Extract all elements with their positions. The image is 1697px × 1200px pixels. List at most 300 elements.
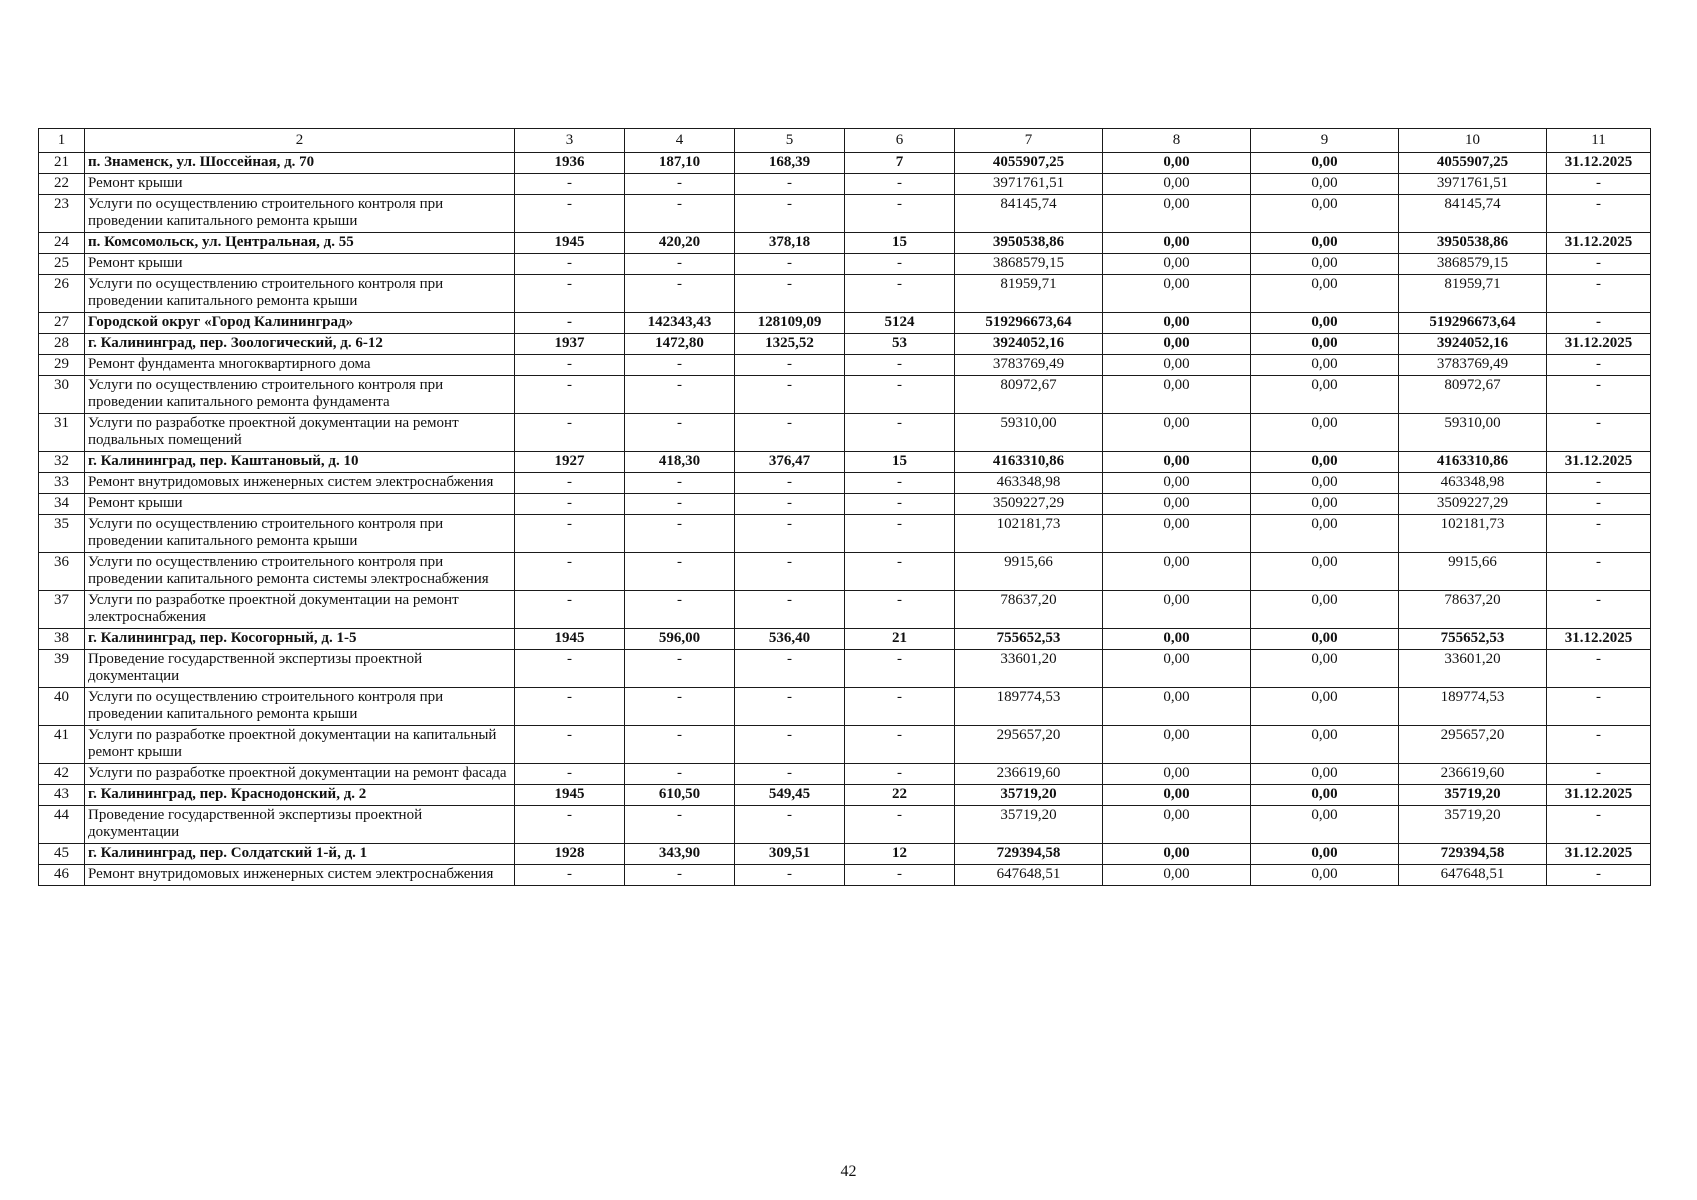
- header-cell: 7: [955, 129, 1103, 153]
- cost-col-9-cell: 0,00: [1251, 764, 1399, 785]
- total-cost-cell: 9915,66: [955, 553, 1103, 591]
- row-number-cell: 38: [39, 629, 85, 650]
- table-row: [39, 494, 1651, 515]
- living-area-cell: 549,45: [735, 785, 845, 806]
- residents-cell: 15: [845, 452, 955, 473]
- table-row: [39, 334, 1651, 355]
- row-number-cell: 25: [39, 254, 85, 275]
- completion-date-cell: -: [1547, 650, 1651, 688]
- cost-col-10-cell: 4163310,86: [1399, 452, 1547, 473]
- cost-col-8-cell: 0,00: [1103, 688, 1251, 726]
- cost-col-9-cell: 0,00: [1251, 313, 1399, 334]
- cost-col-8-cell: 0,00: [1103, 452, 1251, 473]
- living-area-cell: -: [735, 376, 845, 414]
- cost-col-10-cell: 35719,20: [1399, 785, 1547, 806]
- year-built-cell: -: [515, 494, 625, 515]
- year-built-cell: -: [515, 254, 625, 275]
- row-number-cell: 43: [39, 785, 85, 806]
- row-number-cell: 37: [39, 591, 85, 629]
- living-area-cell: -: [735, 355, 845, 376]
- item-name-cell: Услуги по разработке проектной документации на ремонт электроснабжения: [85, 591, 515, 629]
- total-cost-cell: 35719,20: [955, 806, 1103, 844]
- total-cost-cell: 3509227,29: [955, 494, 1103, 515]
- year-built-cell: 1928: [515, 844, 625, 865]
- item-name-cell: Услуги по разработке проектной документации на капитальный ремонт крыши: [85, 726, 515, 764]
- total-area-cell: -: [625, 376, 735, 414]
- row-number-cell: 26: [39, 275, 85, 313]
- total-area-cell: 596,00: [625, 629, 735, 650]
- total-area-cell: -: [625, 688, 735, 726]
- residents-cell: -: [845, 806, 955, 844]
- residents-cell: -: [845, 865, 955, 886]
- total-area-cell: 142343,43: [625, 313, 735, 334]
- completion-date-cell: -: [1547, 865, 1651, 886]
- year-built-cell: -: [515, 865, 625, 886]
- item-name-cell: Городской округ «Город Калининград»: [85, 313, 515, 334]
- cost-col-10-cell: 463348,98: [1399, 473, 1547, 494]
- cost-col-10-cell: 9915,66: [1399, 553, 1547, 591]
- total-cost-cell: 519296673,64: [955, 313, 1103, 334]
- cost-col-10-cell: 84145,74: [1399, 195, 1547, 233]
- living-area-cell: -: [735, 865, 845, 886]
- cost-col-10-cell: 102181,73: [1399, 515, 1547, 553]
- cost-col-9-cell: 0,00: [1251, 174, 1399, 195]
- cost-col-8-cell: 0,00: [1103, 376, 1251, 414]
- completion-date-cell: 31.12.2025: [1547, 452, 1651, 473]
- table-row: [39, 233, 1651, 254]
- total-area-cell: 418,30: [625, 452, 735, 473]
- row-number-cell: 27: [39, 313, 85, 334]
- year-built-cell: 1945: [515, 785, 625, 806]
- cost-col-10-cell: 33601,20: [1399, 650, 1547, 688]
- row-number-cell: 31: [39, 414, 85, 452]
- year-built-cell: -: [515, 688, 625, 726]
- completion-date-cell: -: [1547, 591, 1651, 629]
- residents-cell: -: [845, 275, 955, 313]
- residents-cell: 15: [845, 233, 955, 254]
- cost-col-8-cell: 0,00: [1103, 355, 1251, 376]
- residents-cell: -: [845, 355, 955, 376]
- completion-date-cell: -: [1547, 376, 1651, 414]
- table-row: [39, 806, 1651, 844]
- total-area-cell: 1472,80: [625, 334, 735, 355]
- year-built-cell: -: [515, 650, 625, 688]
- page-number: 42: [840, 1163, 857, 1180]
- cost-col-9-cell: 0,00: [1251, 414, 1399, 452]
- residents-cell: -: [845, 764, 955, 785]
- residents-cell: -: [845, 174, 955, 195]
- cost-col-10-cell: 755652,53: [1399, 629, 1547, 650]
- completion-date-cell: 31.12.2025: [1547, 785, 1651, 806]
- cost-col-8-cell: 0,00: [1103, 153, 1251, 174]
- table-row: [39, 726, 1651, 764]
- cost-col-10-cell: 519296673,64: [1399, 313, 1547, 334]
- cost-col-8-cell: 0,00: [1103, 233, 1251, 254]
- table-row: [39, 376, 1651, 414]
- item-name-cell: Услуги по осуществлению строительного контроля при проведении капитального ремонта крыши: [85, 515, 515, 553]
- residents-cell: 12: [845, 844, 955, 865]
- cost-col-10-cell: 647648,51: [1399, 865, 1547, 886]
- completion-date-cell: -: [1547, 174, 1651, 195]
- total-cost-cell: 3924052,16: [955, 334, 1103, 355]
- table-row: [39, 515, 1651, 553]
- living-area-cell: 128109,09: [735, 313, 845, 334]
- year-built-cell: 1936: [515, 153, 625, 174]
- item-name-cell: Услуги по разработке проектной документации на ремонт фасада: [85, 764, 515, 785]
- cost-col-10-cell: 295657,20: [1399, 726, 1547, 764]
- residents-cell: -: [845, 195, 955, 233]
- year-built-cell: 1945: [515, 629, 625, 650]
- total-area-cell: -: [625, 414, 735, 452]
- item-name-cell: Ремонт внутридомовых инженерных систем электроснабжения: [85, 865, 515, 886]
- cost-col-9-cell: 0,00: [1251, 844, 1399, 865]
- total-area-cell: 610,50: [625, 785, 735, 806]
- total-area-cell: -: [625, 650, 735, 688]
- table-row: [39, 473, 1651, 494]
- cost-col-8-cell: 0,00: [1103, 414, 1251, 452]
- completion-date-cell: -: [1547, 515, 1651, 553]
- total-cost-cell: 3950538,86: [955, 233, 1103, 254]
- header-cell: 10: [1399, 129, 1547, 153]
- cost-col-10-cell: 3950538,86: [1399, 233, 1547, 254]
- item-name-cell: Проведение государственной экспертизы проектной документации: [85, 650, 515, 688]
- total-area-cell: -: [625, 726, 735, 764]
- item-name-cell: г. Калининград, пер. Краснодонский, д. 2: [85, 785, 515, 806]
- total-cost-cell: 33601,20: [955, 650, 1103, 688]
- table-row: [39, 254, 1651, 275]
- row-number-cell: 40: [39, 688, 85, 726]
- row-number-cell: 45: [39, 844, 85, 865]
- total-area-cell: -: [625, 515, 735, 553]
- year-built-cell: -: [515, 591, 625, 629]
- table-row: [39, 414, 1651, 452]
- item-name-cell: г. Калининград, пер. Каштановый, д. 10: [85, 452, 515, 473]
- year-built-cell: -: [515, 515, 625, 553]
- total-area-cell: 343,90: [625, 844, 735, 865]
- table-row: [39, 452, 1651, 473]
- total-area-cell: -: [625, 254, 735, 275]
- completion-date-cell: -: [1547, 313, 1651, 334]
- living-area-cell: -: [735, 806, 845, 844]
- year-built-cell: -: [515, 174, 625, 195]
- completion-date-cell: -: [1547, 195, 1651, 233]
- item-name-cell: г. Калининград, пер. Солдатский 1-й, д. 1: [85, 844, 515, 865]
- table-row: [39, 313, 1651, 334]
- item-name-cell: п. Комсомольск, ул. Центральная, д. 55: [85, 233, 515, 254]
- row-number-cell: 39: [39, 650, 85, 688]
- living-area-cell: -: [735, 553, 845, 591]
- year-built-cell: -: [515, 764, 625, 785]
- cost-col-9-cell: 0,00: [1251, 726, 1399, 764]
- total-area-cell: -: [625, 174, 735, 195]
- cost-col-8-cell: 0,00: [1103, 254, 1251, 275]
- total-area-cell: 420,20: [625, 233, 735, 254]
- header-cell: 11: [1547, 129, 1651, 153]
- residents-cell: 5124: [845, 313, 955, 334]
- total-area-cell: -: [625, 473, 735, 494]
- total-area-cell: -: [625, 865, 735, 886]
- residents-cell: -: [845, 254, 955, 275]
- residents-cell: 53: [845, 334, 955, 355]
- total-area-cell: -: [625, 494, 735, 515]
- cost-col-9-cell: 0,00: [1251, 355, 1399, 376]
- residents-cell: -: [845, 650, 955, 688]
- total-area-cell: -: [625, 355, 735, 376]
- completion-date-cell: -: [1547, 726, 1651, 764]
- cost-col-9-cell: 0,00: [1251, 376, 1399, 414]
- row-number-cell: 28: [39, 334, 85, 355]
- total-cost-cell: 59310,00: [955, 414, 1103, 452]
- item-name-cell: Услуги по осуществлению строительного контроля при проведении капитального ремонта крыши: [85, 688, 515, 726]
- residents-cell: -: [845, 726, 955, 764]
- row-number-cell: 23: [39, 195, 85, 233]
- living-area-cell: 1325,52: [735, 334, 845, 355]
- row-number-cell: 34: [39, 494, 85, 515]
- cost-col-10-cell: 236619,60: [1399, 764, 1547, 785]
- living-area-cell: -: [735, 688, 845, 726]
- cost-col-8-cell: 0,00: [1103, 726, 1251, 764]
- year-built-cell: -: [515, 473, 625, 494]
- living-area-cell: -: [735, 650, 845, 688]
- living-area-cell: -: [735, 195, 845, 233]
- living-area-cell: 376,47: [735, 452, 845, 473]
- total-cost-cell: 102181,73: [955, 515, 1103, 553]
- document-sheet: [38, 128, 1650, 886]
- total-area-cell: -: [625, 195, 735, 233]
- total-cost-cell: 647648,51: [955, 865, 1103, 886]
- cost-col-9-cell: 0,00: [1251, 553, 1399, 591]
- total-cost-cell: 84145,74: [955, 195, 1103, 233]
- header-cell: 9: [1251, 129, 1399, 153]
- cost-col-9-cell: 0,00: [1251, 688, 1399, 726]
- cost-col-8-cell: 0,00: [1103, 764, 1251, 785]
- header-cell: 4: [625, 129, 735, 153]
- item-name-cell: Ремонт внутридомовых инженерных систем электроснабжения: [85, 473, 515, 494]
- item-name-cell: Ремонт крыши: [85, 254, 515, 275]
- living-area-cell: -: [735, 494, 845, 515]
- row-number-cell: 35: [39, 515, 85, 553]
- total-area-cell: -: [625, 591, 735, 629]
- residents-cell: -: [845, 688, 955, 726]
- item-name-cell: Услуги по осуществлению строительного контроля при проведении капитального ремонта крыши: [85, 195, 515, 233]
- cost-col-8-cell: 0,00: [1103, 313, 1251, 334]
- cost-col-8-cell: 0,00: [1103, 591, 1251, 629]
- table-row: [39, 785, 1651, 806]
- completion-date-cell: 31.12.2025: [1547, 629, 1651, 650]
- cost-col-10-cell: 189774,53: [1399, 688, 1547, 726]
- completion-date-cell: -: [1547, 764, 1651, 785]
- year-built-cell: -: [515, 195, 625, 233]
- living-area-cell: -: [735, 473, 845, 494]
- table-row: [39, 844, 1651, 865]
- table-row: [39, 195, 1651, 233]
- completion-date-cell: 31.12.2025: [1547, 153, 1651, 174]
- cost-col-10-cell: 3971761,51: [1399, 174, 1547, 195]
- cost-col-10-cell: 59310,00: [1399, 414, 1547, 452]
- cost-col-8-cell: 0,00: [1103, 865, 1251, 886]
- living-area-cell: -: [735, 174, 845, 195]
- year-built-cell: -: [515, 726, 625, 764]
- residents-cell: -: [845, 376, 955, 414]
- year-built-cell: -: [515, 355, 625, 376]
- table-row: [39, 650, 1651, 688]
- completion-date-cell: 31.12.2025: [1547, 233, 1651, 254]
- completion-date-cell: -: [1547, 355, 1651, 376]
- cost-col-9-cell: 0,00: [1251, 806, 1399, 844]
- item-name-cell: Услуги по осуществлению строительного контроля при проведении капитального ремонта системы электроснабжения: [85, 553, 515, 591]
- cost-col-9-cell: 0,00: [1251, 515, 1399, 553]
- total-cost-cell: 80972,67: [955, 376, 1103, 414]
- cost-col-10-cell: 3924052,16: [1399, 334, 1547, 355]
- living-area-cell: 536,40: [735, 629, 845, 650]
- total-cost-cell: 78637,20: [955, 591, 1103, 629]
- total-cost-cell: 3971761,51: [955, 174, 1103, 195]
- living-area-cell: -: [735, 764, 845, 785]
- residents-cell: 7: [845, 153, 955, 174]
- total-cost-cell: 4055907,25: [955, 153, 1103, 174]
- year-built-cell: -: [515, 553, 625, 591]
- cost-col-8-cell: 0,00: [1103, 334, 1251, 355]
- cost-col-9-cell: 0,00: [1251, 275, 1399, 313]
- total-cost-cell: 81959,71: [955, 275, 1103, 313]
- header-cell: 5: [735, 129, 845, 153]
- residents-cell: 21: [845, 629, 955, 650]
- cost-col-8-cell: 0,00: [1103, 650, 1251, 688]
- table-row: [39, 865, 1651, 886]
- row-number-cell: 46: [39, 865, 85, 886]
- cost-col-9-cell: 0,00: [1251, 254, 1399, 275]
- total-area-cell: -: [625, 764, 735, 785]
- cost-col-9-cell: 0,00: [1251, 494, 1399, 515]
- total-cost-cell: 463348,98: [955, 473, 1103, 494]
- cost-col-9-cell: 0,00: [1251, 452, 1399, 473]
- cost-col-10-cell: 729394,58: [1399, 844, 1547, 865]
- total-cost-cell: 295657,20: [955, 726, 1103, 764]
- row-number-cell: 44: [39, 806, 85, 844]
- cost-col-9-cell: 0,00: [1251, 334, 1399, 355]
- cost-col-8-cell: 0,00: [1103, 844, 1251, 865]
- cost-col-9-cell: 0,00: [1251, 233, 1399, 254]
- total-cost-cell: 3868579,15: [955, 254, 1103, 275]
- cost-col-8-cell: 0,00: [1103, 553, 1251, 591]
- residents-cell: -: [845, 494, 955, 515]
- total-cost-cell: 729394,58: [955, 844, 1103, 865]
- living-area-cell: 309,51: [735, 844, 845, 865]
- cost-col-9-cell: 0,00: [1251, 865, 1399, 886]
- living-area-cell: 378,18: [735, 233, 845, 254]
- residents-cell: -: [845, 591, 955, 629]
- cost-col-8-cell: 0,00: [1103, 195, 1251, 233]
- item-name-cell: Проведение государственной экспертизы проектной документации: [85, 806, 515, 844]
- year-built-cell: -: [515, 806, 625, 844]
- table-row: [39, 688, 1651, 726]
- cost-col-9-cell: 0,00: [1251, 785, 1399, 806]
- total-cost-cell: 236619,60: [955, 764, 1103, 785]
- year-built-cell: -: [515, 376, 625, 414]
- item-name-cell: г. Калининград, пер. Косогорный, д. 1-5: [85, 629, 515, 650]
- cost-col-10-cell: 3783769,49: [1399, 355, 1547, 376]
- row-number-cell: 21: [39, 153, 85, 174]
- total-cost-cell: 755652,53: [955, 629, 1103, 650]
- residents-cell: -: [845, 515, 955, 553]
- item-name-cell: Ремонт крыши: [85, 174, 515, 195]
- cost-col-10-cell: 4055907,25: [1399, 153, 1547, 174]
- cost-col-10-cell: 3868579,15: [1399, 254, 1547, 275]
- total-cost-cell: 189774,53: [955, 688, 1103, 726]
- living-area-cell: -: [735, 254, 845, 275]
- table-row: [39, 174, 1651, 195]
- item-name-cell: Услуги по разработке проектной документации на ремонт подвальных помещений: [85, 414, 515, 452]
- cost-col-8-cell: 0,00: [1103, 515, 1251, 553]
- cost-col-8-cell: 0,00: [1103, 629, 1251, 650]
- item-name-cell: Ремонт крыши: [85, 494, 515, 515]
- table-row: [39, 764, 1651, 785]
- year-built-cell: 1937: [515, 334, 625, 355]
- completion-date-cell: 31.12.2025: [1547, 844, 1651, 865]
- residents-cell: 22: [845, 785, 955, 806]
- table-row: [39, 275, 1651, 313]
- item-name-cell: Услуги по осуществлению строительного контроля при проведении капитального ремонта крыши: [85, 275, 515, 313]
- living-area-cell: -: [735, 275, 845, 313]
- year-built-cell: -: [515, 275, 625, 313]
- cost-col-8-cell: 0,00: [1103, 785, 1251, 806]
- total-area-cell: 187,10: [625, 153, 735, 174]
- total-cost-cell: 4163310,86: [955, 452, 1103, 473]
- table-row: [39, 553, 1651, 591]
- residents-cell: -: [845, 414, 955, 452]
- table-row: [39, 355, 1651, 376]
- cost-col-9-cell: 0,00: [1251, 153, 1399, 174]
- cost-col-10-cell: 78637,20: [1399, 591, 1547, 629]
- year-built-cell: 1945: [515, 233, 625, 254]
- completion-date-cell: -: [1547, 254, 1651, 275]
- cost-col-9-cell: 0,00: [1251, 650, 1399, 688]
- cost-col-8-cell: 0,00: [1103, 494, 1251, 515]
- completion-date-cell: 31.12.2025: [1547, 334, 1651, 355]
- table-row: [39, 629, 1651, 650]
- cost-col-9-cell: 0,00: [1251, 195, 1399, 233]
- residents-cell: -: [845, 553, 955, 591]
- table-row: [39, 591, 1651, 629]
- completion-date-cell: -: [1547, 275, 1651, 313]
- year-built-cell: 1927: [515, 452, 625, 473]
- row-number-cell: 41: [39, 726, 85, 764]
- total-area-cell: -: [625, 553, 735, 591]
- item-name-cell: Услуги по осуществлению строительного контроля при проведении капитального ремонта фундамента: [85, 376, 515, 414]
- total-area-cell: -: [625, 806, 735, 844]
- header-cell: 3: [515, 129, 625, 153]
- cost-col-8-cell: 0,00: [1103, 275, 1251, 313]
- row-number-cell: 32: [39, 452, 85, 473]
- living-area-cell: -: [735, 591, 845, 629]
- row-number-cell: 42: [39, 764, 85, 785]
- header-cell: 2: [85, 129, 515, 153]
- header-cell: 1: [39, 129, 85, 153]
- living-area-cell: 168,39: [735, 153, 845, 174]
- table-body: [39, 153, 1651, 886]
- cost-col-10-cell: 80972,67: [1399, 376, 1547, 414]
- header-cell: 8: [1103, 129, 1251, 153]
- cost-col-8-cell: 0,00: [1103, 174, 1251, 195]
- year-built-cell: -: [515, 414, 625, 452]
- total-area-cell: -: [625, 275, 735, 313]
- total-cost-cell: 3783769,49: [955, 355, 1103, 376]
- living-area-cell: -: [735, 726, 845, 764]
- year-built-cell: -: [515, 313, 625, 334]
- row-number-cell: 29: [39, 355, 85, 376]
- completion-date-cell: -: [1547, 806, 1651, 844]
- table-row: [39, 153, 1651, 174]
